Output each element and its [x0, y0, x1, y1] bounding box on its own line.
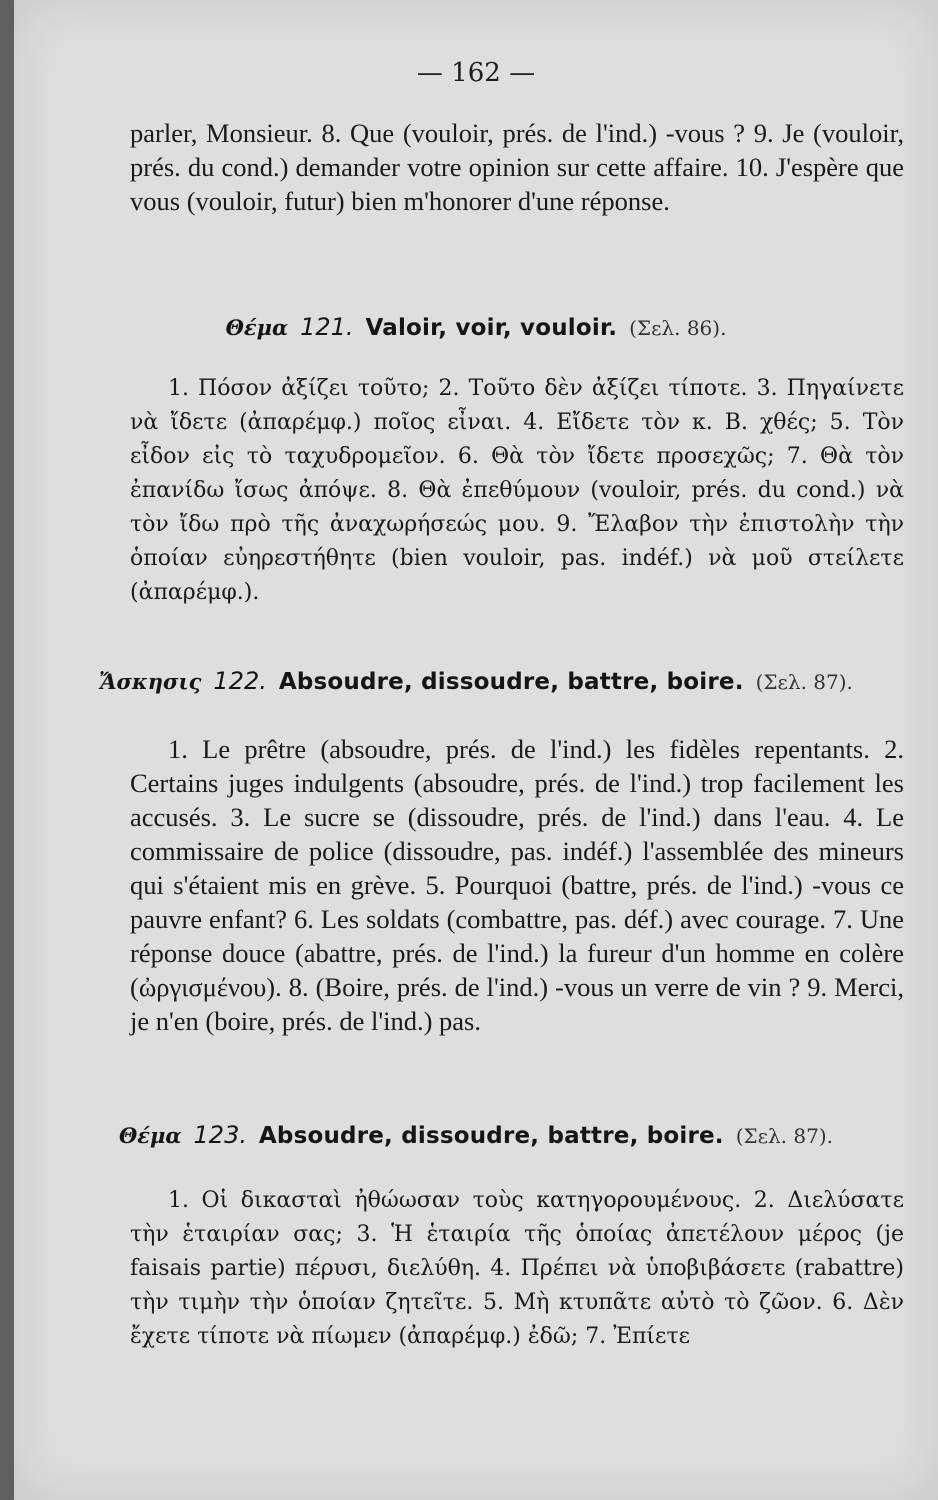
section-title: Absoudre, dissoudre, battre, boire. [258, 1123, 724, 1149]
page-edge [0, 0, 14, 1500]
section-title: Valoir, voir, vouloir. [365, 315, 618, 341]
section-reference: (Σελ. 86). [629, 316, 727, 340]
page-number: — 162 — [416, 58, 536, 88]
section-number: 121. [300, 313, 354, 341]
exercise-122-text: 1. Le prêtre (absoudre, prés. de l'ind.) les fidèles repentants. 2. Certains juges indulgents (absoudre, prés. de l'ind.) trop facilement les accusés. 3. Le sucre se (dissoudre, prés. de l'ind.) dans l'eau. 4. Le commissaire de police (dissoudre, pas. indéf.) l'assemblée des mineurs qui s'étaient mis en grève. 5. Pourquoi (battre, prés. de l'ind.) -vous ce pauvre enfant? 6. Les soldats (combattre, pas. déf.) avec courage. 7. Une réponse douce (abattre, prés. de l'ind.) la fureur d'un homme en colère (ὠργισμένου). 8. (Boire, prés. de l'ind.) -vous un verre de vin ? 9. Merci, je n'en (boire, prés. de l'ind.) pas. [130, 734, 904, 1036]
section-title: Absoudre, dissoudre, battre, boire. [278, 669, 744, 695]
section-reference: (Σελ. 87). [755, 670, 853, 694]
section-heading-121 [14, 312, 938, 341]
section-label: Θέμα [118, 1123, 182, 1148]
section-number: 123. [193, 1121, 247, 1149]
section-label: Ἄσκησις [99, 669, 202, 694]
exercise-121-text: 1. Πόσον ἀξίζει τοῦτο; 2. Τοῦτο δὲν ἀξίζει τίποτε. 3. Πηγαίνετε νὰ ἴδετε (ἀπαρέμφ.) ποῖος εἶναι. 4. Εἴδετε τὸν κ. Β. χθές; 5. Τὸν εἶδον εἰς τὸ ταχυδρομεῖον. 6. Θὰ τὸν ἴδετε προσεχῶς; 7. Θὰ τὸν ἐπανίδω ἴσως ἀπόψε. 8. Θὰ ἐπεθύμουν (vouloir, prés. du cond.) νὰ τὸν ἴδω πρὸ τῆς ἀναχωρήσεώς μου. 9. Ἔλαβον τὴν ἐπιστολὴν τὴν ὁποίαν εὐηρεστήθητε (bien vouloir, pas. indéf.) νὰ μοῦ στείλετε (ἀπαρέμφ.). [130, 376, 904, 605]
section-reference: (Σελ. 87). [735, 1124, 834, 1148]
section-number: 122. [213, 667, 267, 695]
section-heading-123 [14, 1120, 938, 1149]
section-heading-122 [14, 666, 938, 695]
book-page [14, 0, 938, 1500]
top-paragraph: parler, Monsieur. 8. Que (vouloir, prés. de l'ind.) -vous ? 9. Je (vouloir, prés. du cond.) demander votre opinion sur cette affaire. 10. J'espère que vous (vouloir, futur) bien m'honorer d'une réponse. [130, 118, 904, 216]
section-label: Θέμα [225, 315, 289, 340]
exercise-123-text: 1. Οἱ δικασταὶ ἠθώωσαν τοὺς κατηγορουμένους. 2. Διελύσατε τὴν ἑταιρίαν σας; 3. Ἡ ἑταιρία τῆς ὁποίας ἀπετέλουν μέρος (je faisais partie) πέρυσι, διελύθη. 4. Πρέπει νὰ ὑποβιβάσετε (rabattre) τὴν τιμὴν τὴν ὁποίαν ζητεῖτε. 5. Μὴ κτυπᾶτε αὐτὸ τὸ ζῶον. 6. Δὲν ἔχετε τίποτε νὰ πίωμεν (ἀπαρέμφ.) ἐδῶ; 7. Ἐπίετε [130, 1188, 904, 1349]
